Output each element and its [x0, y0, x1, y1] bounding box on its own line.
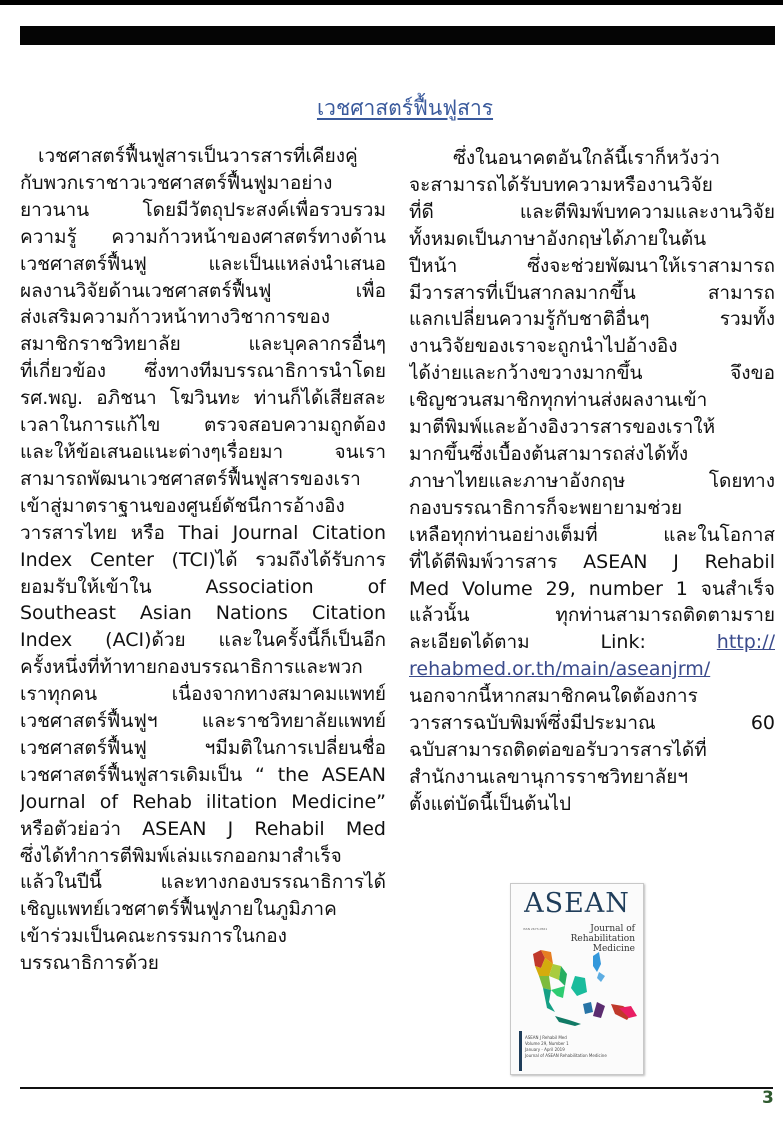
cover-info-line: ASEAN J Rehabil Med — [525, 1035, 567, 1040]
text-line: เข้าร่วมเป็นคณะกรรมการในกอง — [20, 925, 287, 948]
text-line: ตั้งแต่บัดนี้เป็นต้นไป — [409, 792, 572, 815]
text-line: เชิญแพทย์เวชศาตร์ฟื้นฟูภายในภูมิภาค — [20, 898, 337, 921]
text-line: เหลือทุกท่านอย่างเต็มที่ และในโอกาส — [409, 523, 775, 546]
text-line: เวชศาสตร์ฟื้นฟู ฯมีมติในการเปลี่ยนชื่อ — [20, 736, 386, 759]
text-line: ซึ่งในอนาคตอันใกล้นี้เราก็หวังว่า — [453, 147, 721, 169]
text-line: เวชศาสตร์ฟื้นฟูสารเป็นวารสารที่เคียงคู่ — [38, 145, 358, 167]
text-line: งานวิจัยของเราจะถูกนำไปอ้างอิง — [409, 335, 678, 358]
text-line: ทั้งหมดเป็นภาษาอังกฤษได้ภายในต้น — [409, 227, 707, 250]
text-line: ปีหน้า ซึ่งจะช่วยพัฒนาให้เราสามารถ — [409, 254, 775, 277]
cover-subtitle-line: Rehabilitation — [570, 934, 635, 944]
text-line: ผลงานวิจัยด้านเวชศาสตร์ฟื้นฟู เพื่อ — [20, 279, 386, 302]
cover-info-line: Journal of ASEAN Rehabilitation Medicine — [525, 1053, 607, 1058]
text-line: ได้ง่ายและกว้างขวางมากขึ้น จึงขอ — [409, 362, 775, 385]
page-number: 3 — [762, 1088, 774, 1108]
text-line: ที่ดี และตีพิมพ์บทความและงานวิจัย — [409, 200, 775, 223]
text-line: เวชศาสตร์ฟื้นฟูฯ และราชวิทยาลัยแพทย์ — [20, 710, 386, 733]
text-line: เข้าสู่มาตราฐานของศูนย์ดัชนีการอ้างอิง — [20, 494, 345, 517]
text-line: สำนักงานเลขานุการราชวิทยาลัยฯ — [409, 765, 689, 788]
text-line: วารสารไทย หรือ Thai Journal Citation — [20, 521, 386, 544]
text-line: ที่ได้ตีพิมพ์วารสาร ASEAN J Rehabil — [409, 550, 775, 573]
text-line: แล้วนั้น ทุกท่านสามารถติดตามราย — [409, 604, 775, 627]
cover-info-line: Volume 29, Number 1 — [525, 1041, 569, 1046]
link-line — [409, 629, 775, 656]
text-line: ยอมรับให้เข้าใน Association of — [20, 575, 386, 598]
text-line: ฉบับสามารถติดต่อขอรับวารสารได้ที่ — [409, 738, 707, 761]
text-line: สมาชิกราชวิทยาลัย และบุคลากรอื่นๆ — [20, 333, 386, 356]
text-line: รศ.พญ. อภิชนา โฆวินทะ ท่านก็ได้เสียสละ — [20, 387, 386, 410]
header-band — [20, 26, 775, 45]
link-line — [409, 656, 775, 683]
text-line: Journal of Rehab ilitation Medicine” — [20, 790, 386, 813]
journal-link-part2[interactable]: rehabmed.or.th/main/aseanjrm/ — [409, 658, 711, 681]
text-line: มาตีพิมพ์และอ้างอิงวารสารของเราให้ — [409, 416, 716, 439]
cover-info — [525, 1035, 607, 1059]
journal-cover-image — [510, 883, 644, 1075]
text-line: หรือตัวย่อว่า ASEAN J Rehabil Med — [20, 817, 386, 840]
left-column — [20, 143, 386, 977]
text-line: กองบรรณาธิการก็จะพยายามช่วย — [409, 496, 683, 519]
text-line: เวชศาสตร์ฟื้นฟู และเป็นแหล่งนำเสนอ — [20, 252, 386, 275]
cover-title: ASEAN — [524, 888, 630, 919]
text-line: มากขึ้นซึ่งเบื้องต้นสามารถส่งได้ทั้ง — [409, 442, 689, 465]
text-line: ซึ่งได้ทำการตีพิมพ์เล่มแรกออกมาสำเร็จ — [20, 844, 342, 867]
text-line: ภาษาไทยและภาษาอังกฤษ โดยทาง — [409, 469, 775, 492]
text-line: ส่งเสริมความก้าวหน้าทางวิชาการของ — [20, 306, 331, 329]
link-prefix: ละเอียดได้ตาม Link: — [409, 631, 717, 654]
text-line: มีวารสารที่เป็นสากลมากขึ้น สามารถ — [409, 281, 775, 304]
text-line: แล้วในปีนี้ และทางกองบรรณาธิการได้ — [20, 871, 386, 894]
text-line: บรรณาธิการด้วย — [20, 952, 159, 975]
cover-issn: ISSN 2673-0561 — [523, 927, 548, 931]
text-line: กับพวกเราชาวเวชศาสตร์ฟื้นฟูมาอย่าง — [20, 171, 333, 194]
text-line: Index (ACI)ด้วย และในครั้งนี้ก็เป็นอีก — [20, 629, 386, 652]
text-line: เวชศาสตร์ฟื้นฟูสารเดิมเป็น “ the ASEAN — [20, 763, 386, 786]
text-line: ครั้งหนึ่งที่ท้าทายกองบรรณาธิการและพวก — [20, 656, 363, 679]
asean-map-icon — [515, 946, 639, 1041]
text-line: แลกเปลี่ยนความรู้กับชาติอื่นๆ รวมทั้ง — [409, 308, 775, 331]
cover-subtitle-line: Journal of — [590, 924, 635, 934]
cover-subtitle-line: Medicine — [592, 944, 635, 954]
text-line: Index Center (TCI)ได้ รวมถึงได้รับการ — [20, 548, 386, 571]
text-line: สามารถพัฒนาเวชศาสตร์ฟื้นฟูสารของเรา — [20, 467, 361, 490]
text-line: ความรู้ ความก้าวหน้าของศาสตร์ทางด้าน — [20, 225, 386, 248]
text-line: จะสามารถได้รับบทความหรืองานวิจัย — [409, 173, 713, 196]
page-title: เวชศาสตร์ฟื้นฟูสาร — [316, 96, 494, 120]
text-line: ยาวนาน โดยมีวัตถุประสงค์เพื่อรวบรวม — [20, 198, 386, 221]
text-line: เวลาในการแก้ไข ตรวจสอบความถูกต้อง — [20, 414, 386, 437]
text-line: เราทุกคน เนื่องจากทางสมาคมแพทย์ — [20, 683, 386, 706]
text-line: เชิญชวนสมาชิกทุกท่านส่งผลงานเข้า — [409, 389, 708, 412]
journal-link-part1[interactable]: http:// — [716, 631, 775, 654]
top-strip — [0, 0, 783, 5]
text-line: นอกจากนี้หากสมาชิกคนใดต้องการ — [409, 685, 698, 708]
text-line: Med Volume 29, number 1 จนสำเร็จ — [409, 577, 775, 600]
text-line: วารสารฉบับพิมพ์ซึ่งมีประมาณ 60 — [409, 712, 775, 735]
text-line: Southeast Asian Nations Citation — [20, 602, 386, 625]
text-line: ที่เกี่ยวข้อง ซึ่งทางทีมบรรณาธิการนำโดย — [20, 360, 386, 383]
cover-accent-bar — [519, 1031, 522, 1071]
text-line: และให้ข้อเสนอแนะต่างๆเรื่อยมา จนเรา — [20, 440, 386, 463]
footer-divider — [20, 1087, 773, 1089]
right-column — [409, 145, 775, 818]
cover-info-line: January - April 2019 — [525, 1047, 565, 1052]
